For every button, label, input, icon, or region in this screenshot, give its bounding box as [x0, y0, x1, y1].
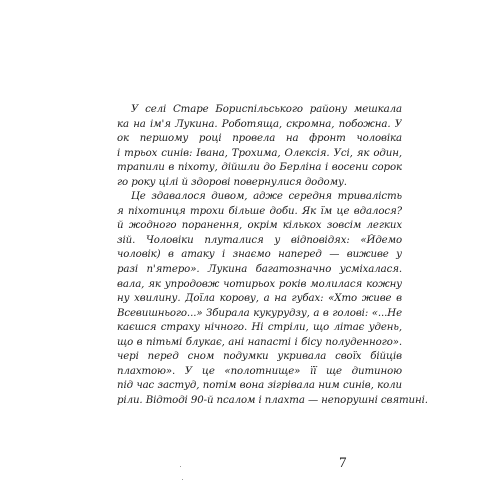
paragraph-1	[117, 103, 402, 190]
text-line: Всевишнього...» Збирала кукурудзу, а в голові: «...Не	[117, 307, 402, 319]
text-line: У селі Старе Бориспільського району мешкала	[131, 104, 402, 115]
text-line: ріли. Відтоді 90-й псалом і плахта — непорушні святині.	[117, 394, 428, 406]
text-line: разі п'ятеро». Лукина багатозначно усміхалася.	[117, 264, 402, 276]
text-line: я піхотинця трохи більше доби. Як їм це вдалося?	[117, 205, 402, 217]
scan-speck	[182, 479, 183, 480]
text-line: й жодного поранення, окрім кількох зовсім легких	[117, 220, 402, 232]
text-line: каєшся страху нічного. Ні стріли, що літає удень,	[117, 322, 402, 334]
text-line: чері перед сном подумки укривала своїх бійців	[117, 351, 402, 363]
text-line: під час застуд, потім вона зігрівала ним синів, коли	[117, 380, 402, 392]
text-line: плахтою». У це «полотнище» її ще дитиною	[117, 365, 402, 377]
body-text	[117, 103, 428, 408]
text-line: зій. Чоловіки плуталися у відповідях: «Йдемо	[117, 234, 402, 246]
text-line: що в пітьмі блукає, ані напасті і бісу полуденного».	[117, 336, 402, 348]
text-line: чоловік) в атаку і знаємо наперед — виживе у	[117, 249, 402, 261]
text-line: Це здавалося дивом, адже середня тривалість	[131, 191, 402, 203]
scan-speck	[180, 466, 181, 467]
text-line: ка на ім'я Лукина. Роботяща, скромна, побожна. У	[117, 118, 402, 130]
text-line: го року цілі й здорові повернулися додому.	[117, 176, 347, 188]
text-line: і трьох синів: Івана, Трохима, Олексія. Усі, як один,	[117, 147, 402, 159]
paragraph-2	[117, 190, 428, 408]
text-line: трапили в піхоту, дійшли до Берліна і восени сорок	[117, 162, 402, 174]
text-line: вала, як упродовж чотирьох років молилася кожну	[117, 278, 402, 290]
text-line: ну хвилину. Доїла корову, а на губах: «Хто живе в	[117, 293, 402, 305]
text-line: ок першому році провела на фронт чоловіка	[117, 133, 402, 145]
page-number: 7	[339, 455, 347, 471]
